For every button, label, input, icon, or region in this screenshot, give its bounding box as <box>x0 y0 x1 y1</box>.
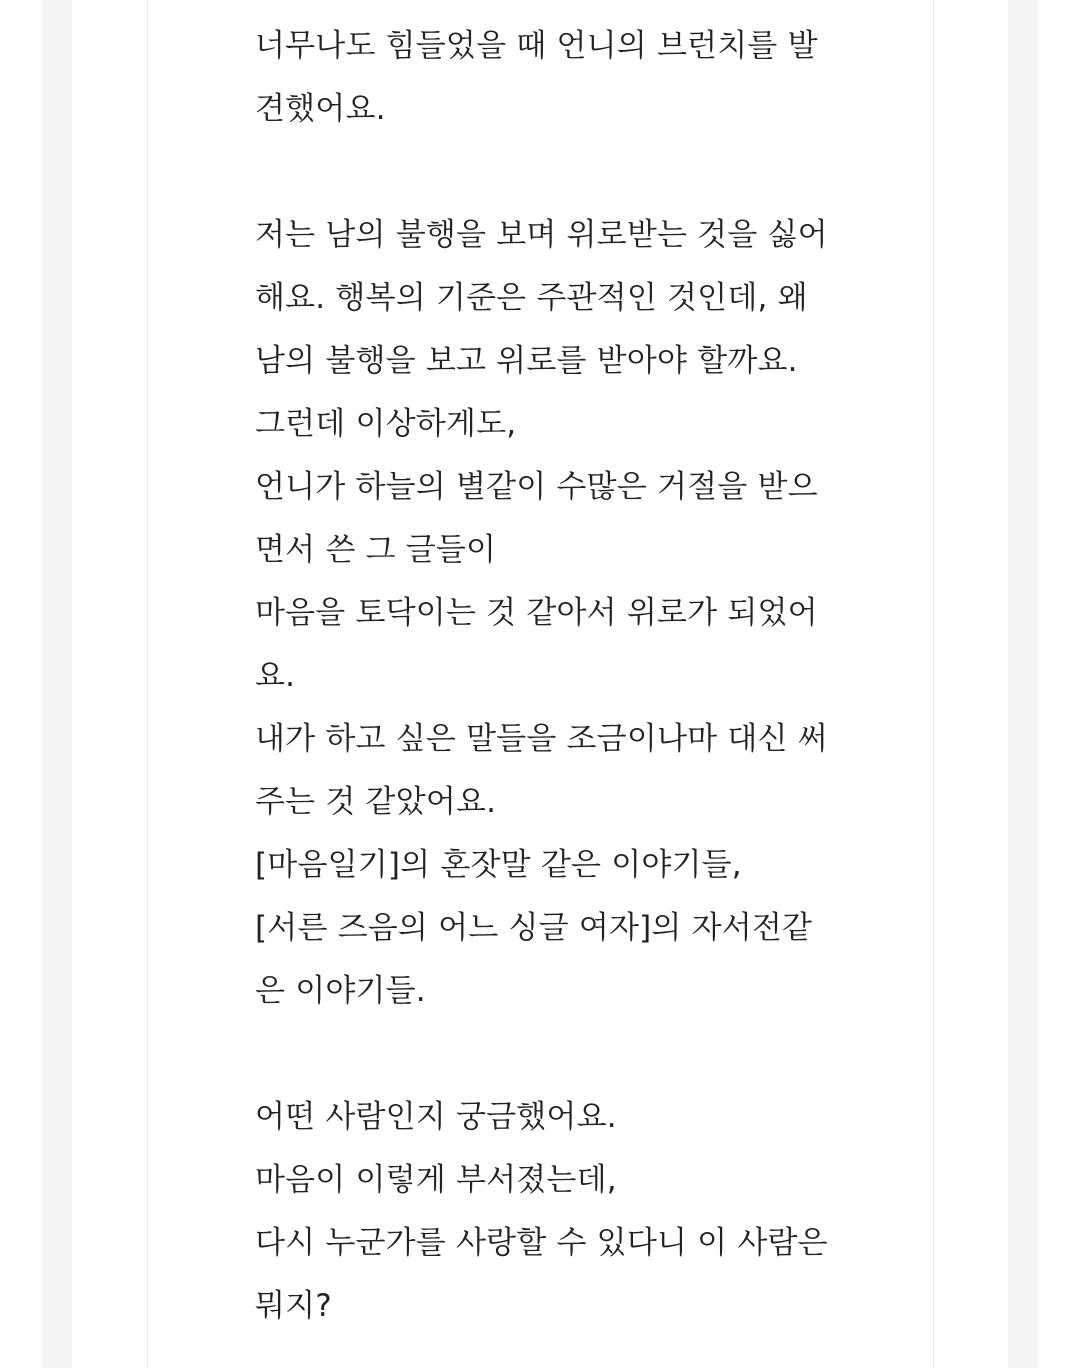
article-line: 다시 누군가를 사랑할 수 있다니 이 사람은 <box>255 1225 828 1261</box>
article-line: 언니가 하늘의 별같이 수많은 거절을 받으 <box>255 469 818 505</box>
article-line: 그런데 이상하게도, <box>255 406 517 442</box>
article-line: [마음일기]의 혼잣말 같은 이야기들, <box>255 847 742 883</box>
article-line: 마음이 이렇게 부서졌는데, <box>255 1162 617 1198</box>
article-line: 견했어요. <box>255 91 386 127</box>
article-line: 주는 것 같았어요. <box>255 784 497 820</box>
article-body <box>255 15 855 1338</box>
article-line: 뭐지? <box>255 1288 332 1324</box>
article-line: 면서 쓴 그 글들이 <box>255 532 497 568</box>
article-line: 남의 불행을 보고 위로를 받아야 할까요. <box>255 343 798 379</box>
article-line: 마음을 토닥이는 것 같아서 위로가 되었어 <box>255 595 818 631</box>
article-line: 해요. 행복의 기준은 주관적인 것인데, 왜 <box>255 280 808 316</box>
article-line: 저는 남의 불행을 보며 위로받는 것을 싫어 <box>255 217 828 253</box>
paragraph-break <box>255 1023 855 1086</box>
content-left-border <box>147 0 148 1368</box>
article-line: [서른 즈음의 어느 싱글 여자]의 자서전같 <box>255 910 813 946</box>
paragraph-break <box>255 141 855 204</box>
content-right-border <box>933 0 934 1368</box>
article-line: 은 이야기들. <box>255 973 426 1009</box>
article-line: 요. <box>255 658 296 694</box>
article-line: 어떤 사람인지 궁금했어요. <box>255 1099 617 1135</box>
article-line: 내가 하고 싶은 말들을 조금이나마 대신 써 <box>255 721 828 757</box>
article-line: 너무나도 힘들었을 때 언니의 브런치를 발 <box>255 28 818 64</box>
